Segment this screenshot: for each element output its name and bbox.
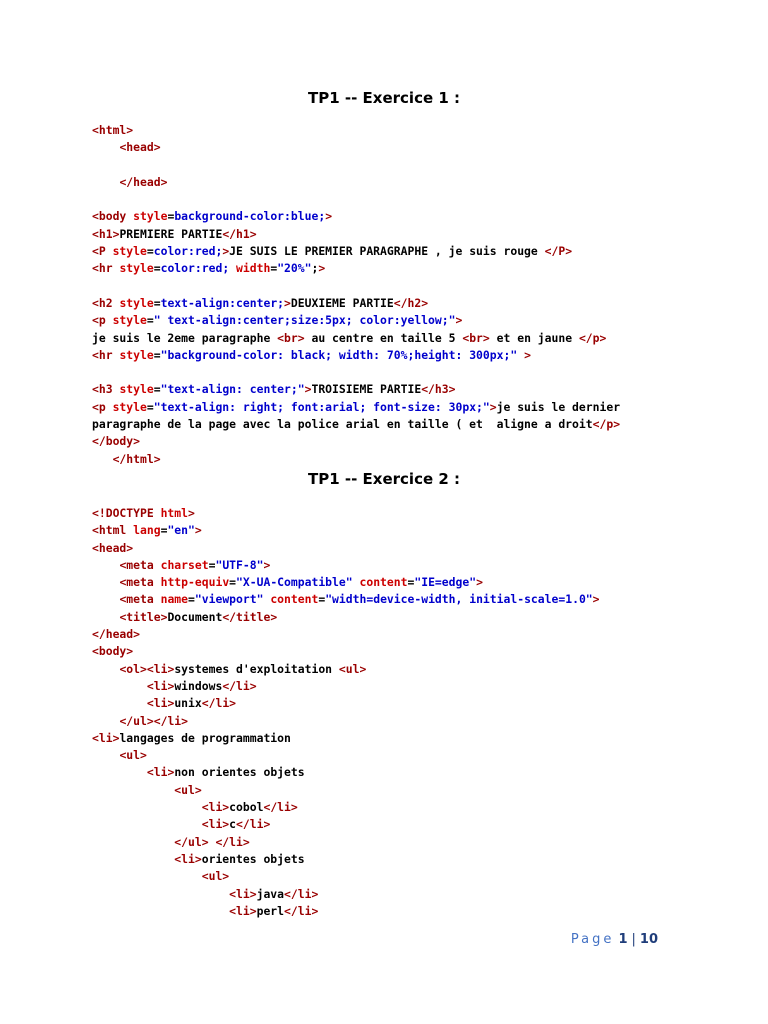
code-token: <title> [119,609,168,624]
code-token: > [592,592,600,607]
code-token: et en jaune [489,330,579,345]
code-line [92,713,708,730]
code-token: <P [92,244,113,259]
code-line [92,678,708,695]
code-token: "width=device-width, initial-scale=1.0" [325,592,593,607]
code-token: je suis le dernier [496,399,621,414]
code-line [92,522,708,539]
code-line [92,191,708,208]
code-token: content [270,592,319,607]
code-token [92,558,119,572]
code-line [92,730,708,747]
code-line [92,834,708,851]
code-token: <!DOCTYPE [92,506,161,520]
code-token: = [153,295,161,310]
code-line [92,903,708,920]
code-token: </P> [544,244,573,259]
code-line [92,451,708,468]
code-token: style [112,244,147,259]
code-token: = [146,244,154,259]
code-line [92,695,708,712]
code-line [92,626,708,643]
page-separator: | [631,932,636,947]
code-line [92,782,708,799]
code-line [92,643,708,660]
code-line [92,157,708,174]
code-line [92,295,708,312]
code-token: <ul> [338,661,367,676]
exercise-1-code-block [92,122,708,468]
code-token: c [229,817,237,832]
code-token: <head> [92,540,134,555]
code-line [92,886,708,903]
code-line [92,208,708,225]
code-token: <li> [146,696,175,711]
code-token: </li> [284,886,319,901]
code-token: "20%" [277,261,312,276]
code-token: <hr [92,347,120,362]
code-token: = [318,592,326,607]
code-token [92,904,229,918]
code-token: non orientes objets [174,765,305,780]
code-token: </li> [222,678,257,693]
code-token: </title> [222,609,278,624]
code-line [92,574,708,591]
code-token: <li> [146,765,175,780]
code-token: </head> [119,174,168,189]
code-token: <meta [119,592,161,607]
code-token [92,610,119,624]
code-token: TROISIEME PARTIE [311,382,422,397]
code-token: <html [92,523,134,538]
code-token: java [256,886,285,901]
code-token [92,835,174,849]
code-line [92,505,708,522]
code-line [92,399,708,416]
code-token: <meta [119,557,161,572]
code-token: <li> [146,678,175,693]
code-token: "IE=edge" [414,575,477,590]
code-token: background-color:blue; [174,209,326,224]
code-line [92,347,708,364]
code-token: > [222,244,230,259]
code-token: </ul></li> [119,713,189,728]
code-token [92,452,113,466]
code-token: <p [92,313,113,328]
code-token: = [153,261,161,276]
code-token: </li> [284,903,319,918]
code-token: > [476,575,483,590]
code-token: = [188,592,195,607]
code-token: lang [133,523,161,538]
code-token: <body [92,209,134,224]
code-token: <ul> [119,748,147,763]
code-token: "UTF-8" [215,557,264,572]
code-token: style [119,295,154,310]
code-token: "text-align: right; font:arial; font-size: 30px;" [153,399,490,414]
code-token: color:red; [153,244,223,259]
code-token: <h3 [92,382,120,397]
code-token: style [133,209,168,224]
code-token [92,765,147,779]
code-token: = [146,399,154,414]
code-line [92,540,708,557]
code-token: color:red; [160,261,237,276]
code-line [92,260,708,277]
code-token: perl [256,903,285,918]
code-token: PREMIERE PARTIE [119,226,223,241]
code-token: > [318,261,326,276]
code-token [92,175,119,189]
code-token: charset [160,557,209,572]
code-token: = [153,382,161,397]
code-token [92,817,202,831]
code-line [92,557,708,574]
code-token [92,783,174,797]
code-line [92,364,708,381]
code-token: <li> [174,851,202,866]
code-token: = [229,575,237,590]
code-token: systemes d'exploitation [174,661,339,676]
code-token: <html> [92,123,134,137]
code-token: </h3> [421,382,456,397]
code-token: " text-align:center;size:5px; color:yellow;" [153,313,456,328]
code-token [92,592,119,606]
code-token: > [188,506,195,520]
code-token: style [119,382,154,397]
code-token: > [524,347,531,362]
code-token [92,800,202,814]
code-token: "background-color: black; width: 70%;height: 300px;" [160,347,518,362]
code-token: je suis le 2eme paragraphe [92,330,278,345]
code-token: = [167,209,175,224]
code-token: = [146,313,154,328]
code-token: <ul> [201,869,230,884]
code-token: <br> [277,330,305,345]
page-word: Page [570,932,615,947]
code-token [92,696,147,710]
code-token [92,852,174,866]
code-token: orientes objets [201,851,305,866]
code-line [92,278,708,295]
code-token: au centre en taille 5 [304,330,463,345]
code-token: "text-align: center;" [160,382,305,397]
code-line [92,433,708,450]
exercise-2-code-block [92,505,708,920]
code-line [92,330,708,347]
code-token: ; [311,261,319,276]
page-total: 10 [639,932,658,947]
code-token: <ol><li> [119,661,175,676]
code-token [92,140,119,154]
code-token: http-equiv [160,575,230,590]
code-token: style [119,261,154,276]
code-token: > [304,382,312,397]
code-token [92,662,119,676]
code-token: <br> [462,330,490,345]
code-token: </p> [578,330,607,345]
code-line [92,243,708,260]
code-line [92,764,708,781]
page-footer [571,932,658,947]
code-token: </p> [592,417,621,432]
code-line [92,122,708,139]
code-token: content [359,575,408,590]
code-token: windows [174,678,223,693]
code-token: width [236,261,271,276]
code-token [92,748,119,762]
code-token: > [194,523,202,538]
code-line [92,747,708,764]
code-token: paragraphe de la page avec la police arial en taille ( et aligne a droit [92,417,593,432]
exercise-1-title: TP1 -- Exercice 1 : [307,89,461,107]
code-token: </head> [92,627,141,642]
exercise-2-title: TP1 -- Exercice 2 : [307,470,461,488]
code-token: <h2 [92,295,120,310]
page-number: 1 [618,932,628,947]
code-token: <hr [92,261,120,276]
code-line [92,381,708,398]
code-token: </li> [236,817,271,832]
code-token: <li> [201,800,230,815]
code-token: = [160,523,168,538]
code-token: unix [174,696,202,711]
code-token: > [325,209,333,224]
code-token: = [208,557,216,572]
code-token: > [489,399,497,414]
code-token: <li> [229,886,257,901]
code-line [92,312,708,329]
code-line [92,799,708,816]
code-token: langages de programmation [119,730,291,745]
code-token: html [160,506,189,520]
code-token: = [153,347,161,362]
code-token: JE SUIS LE PREMIER PARAGRAPHE , je suis rouge [229,244,545,259]
code-line [92,661,708,678]
code-token: > [263,557,271,572]
code-line [92,591,708,608]
code-line [92,816,708,833]
code-token: <h1> [92,226,120,241]
code-token: name [160,592,189,607]
code-token: <meta [119,575,161,590]
code-token: </li> [201,696,237,711]
code-token: </h1> [222,226,257,241]
code-token: = [270,261,278,276]
code-token: style [112,399,147,414]
code-token: <li> [229,903,257,918]
code-line [92,851,708,868]
code-token: <body> [92,644,134,659]
code-token: <li> [92,730,120,745]
code-token: <p [92,399,113,414]
code-token: </body> [92,434,141,449]
code-token: <head> [119,140,161,155]
code-token: DEUXIEME PARTIE [290,295,394,310]
code-token [92,575,119,589]
code-token: </ul> </li> [174,834,250,849]
code-token: <ul> [174,782,202,797]
code-line [92,226,708,243]
code-line [92,609,708,626]
code-token: > [284,295,291,310]
code-line [92,139,708,156]
code-token: "en" [167,523,195,538]
code-token: style [112,313,147,328]
code-token: text-align:center; [160,295,285,310]
code-token: > [455,313,463,328]
code-token: </h2> [393,295,429,310]
code-line [92,868,708,885]
code-token: "X-UA-Compatible" [236,575,353,590]
code-token [92,679,147,693]
code-line [92,174,708,191]
code-token: </html> [112,451,161,466]
code-token: </li> [263,800,298,815]
code-line [92,416,708,433]
code-token: style [119,347,154,362]
code-token: = [407,575,415,590]
code-token [92,714,119,728]
code-token: <li> [201,817,230,832]
code-token: Document [167,609,223,624]
code-token: cobol [229,800,264,815]
code-token [92,869,202,883]
code-token [92,887,229,901]
code-token: "viewport" [194,592,264,607]
